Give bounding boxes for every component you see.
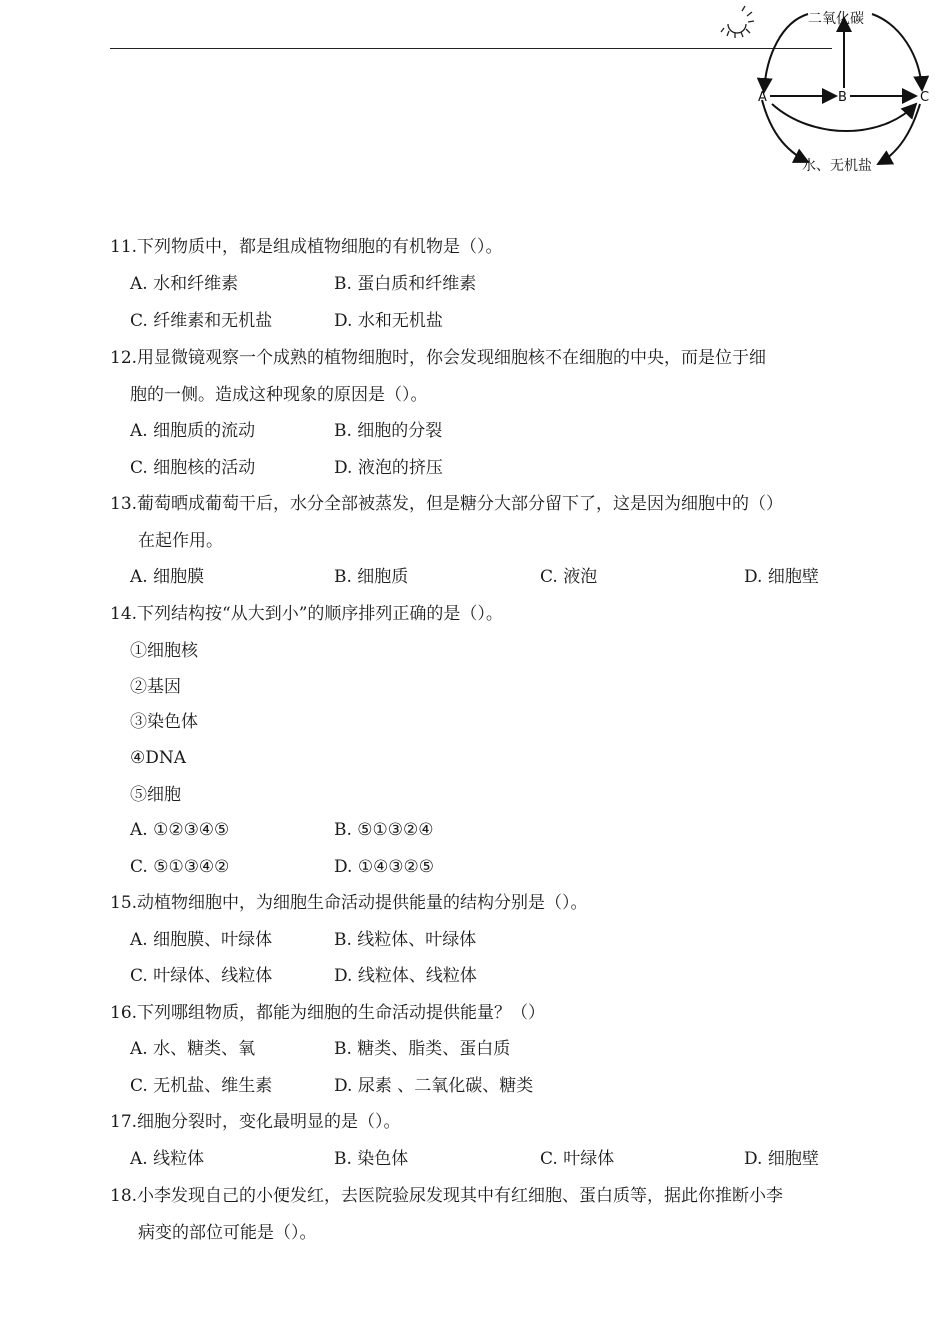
option[interactable]: C. 叶绿体、线粒体: [130, 966, 273, 986]
option[interactable]: C. 叶绿体: [540, 1149, 615, 1169]
option[interactable]: C. 液泡: [540, 567, 598, 587]
question-text: 动植物细胞中，为细胞生命活动提供能量的结构分别是（）。: [137, 893, 588, 913]
option[interactable]: B. 糖类、脂类、蛋白质: [334, 1039, 511, 1059]
label-co2: 二氧化碳: [808, 11, 864, 27]
question-number: 14.: [110, 604, 138, 624]
option[interactable]: C. 无机盐、维生素: [130, 1076, 273, 1096]
option[interactable]: D. 液泡的挤压: [334, 458, 443, 478]
question-15: [110, 892, 588, 914]
question-number: 13.: [110, 494, 138, 514]
question-number: 17.: [110, 1112, 138, 1132]
question-text-continued: 病变的部位可能是（）。: [138, 1223, 317, 1243]
question-text-continued: 胞的一侧。造成这种现象的原因是（）。: [130, 385, 428, 405]
question-12: [110, 347, 766, 369]
list-item: ④DNA: [130, 748, 187, 768]
list-item: ②基因: [130, 677, 181, 697]
question-text: 下列结构按“从大到小”的顺序排列正确的是（）。: [137, 604, 503, 624]
question-number: 11.: [110, 237, 138, 257]
sun-icon: [721, 6, 754, 38]
list-item: ③染色体: [130, 712, 198, 732]
option[interactable]: A. 细胞质的流动: [130, 421, 256, 441]
label-c: C: [920, 90, 930, 105]
option[interactable]: A. 水、糖类、氧: [130, 1039, 256, 1059]
label-water-salts: 水、无机盐: [802, 158, 872, 174]
option[interactable]: D. 细胞壁: [744, 1149, 819, 1169]
option[interactable]: D. 细胞壁: [744, 567, 819, 587]
question-number: 16.: [110, 1003, 138, 1023]
option[interactable]: C. ⑤①③④②: [130, 857, 230, 877]
option[interactable]: C. 纤维素和无机盐: [130, 311, 273, 331]
question-number: 18.: [110, 1186, 138, 1206]
question-text: 细胞分裂时，变化最明显的是（）。: [137, 1112, 401, 1132]
question-17: [110, 1111, 401, 1133]
question-13: [110, 493, 783, 515]
option[interactable]: B. 细胞质: [334, 567, 409, 587]
question-16: [110, 1002, 545, 1024]
option[interactable]: B. 染色体: [334, 1149, 409, 1169]
option[interactable]: D. 尿素 、二氧化碳、糖类: [334, 1076, 534, 1096]
question-text: 下列物质中，都是组成植物细胞的有机物是（）。: [137, 237, 503, 257]
question-14: [110, 603, 503, 625]
option[interactable]: A. 线粒体: [130, 1149, 205, 1169]
option[interactable]: A. 细胞膜、叶绿体: [130, 930, 273, 950]
list-item: ①细胞核: [130, 641, 198, 661]
option[interactable]: D. 线粒体、线粒体: [334, 966, 477, 986]
option[interactable]: D. ①④③②⑤: [334, 857, 435, 877]
question-11: [110, 236, 503, 258]
option[interactable]: D. 水和无机盐: [334, 311, 443, 331]
question-number: 12.: [110, 348, 138, 368]
option[interactable]: B. ⑤①③②④: [334, 820, 434, 840]
option[interactable]: A. 细胞膜: [130, 567, 205, 587]
cycle-diagram: [712, 0, 950, 186]
label-b: B: [838, 90, 847, 105]
question-text: 葡萄晒成葡萄干后，水分全部被蒸发，但是糖分大部分留下了，这是因为细胞中的（）: [137, 494, 784, 514]
label-a: A: [758, 90, 767, 105]
option[interactable]: B. 蛋白质和纤维素: [334, 274, 477, 294]
option[interactable]: B. 细胞的分裂: [334, 421, 443, 441]
question-text-continued: 在起作用。: [138, 531, 223, 551]
question-text: 下列哪组物质，都能为细胞的生命活动提供能量？（）: [137, 1003, 546, 1023]
option[interactable]: B. 线粒体、叶绿体: [334, 930, 477, 950]
option[interactable]: A. ①②③④⑤: [130, 820, 230, 840]
option[interactable]: C. 细胞核的活动: [130, 458, 256, 478]
question-text: 小李发现自己的小便发红，去医院验尿发现其中有红细胞、蛋白质等，据此你推断小李: [137, 1186, 784, 1206]
option[interactable]: A. 水和纤维素: [130, 274, 239, 294]
question-18: [110, 1185, 783, 1207]
list-item: ⑤细胞: [130, 785, 181, 805]
question-number: 15.: [110, 893, 138, 913]
question-text: 用显微镜观察一个成熟的植物细胞时，你会发现细胞核不在细胞的中央，而是位于细: [137, 348, 767, 368]
